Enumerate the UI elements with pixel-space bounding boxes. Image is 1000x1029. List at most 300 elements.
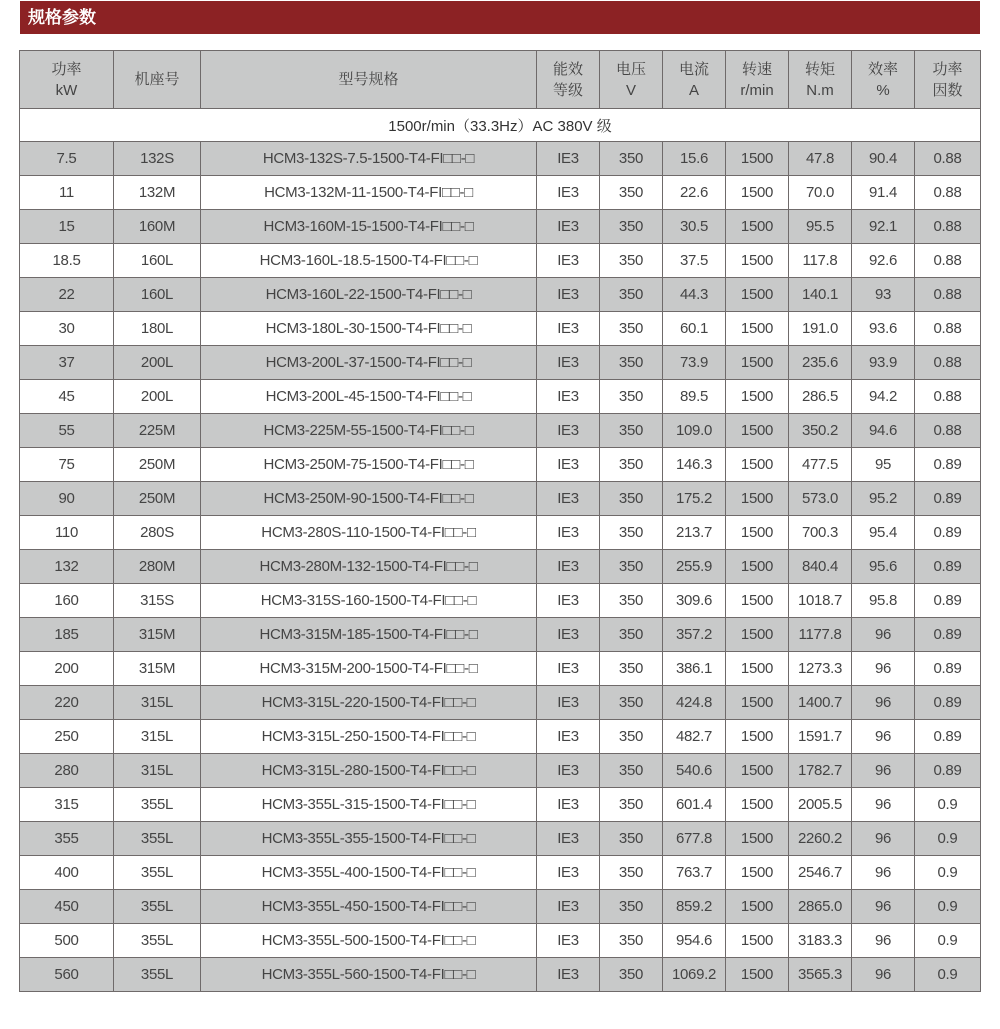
cell-model-spec: HCM3-355L-450-1500-T4-FI□□-□ <box>201 890 537 924</box>
cell-efficiency: 95 <box>852 448 915 482</box>
cell-frame-no: 315M <box>114 618 201 652</box>
cell-current: 357.2 <box>663 618 726 652</box>
cell-speed: 1500 <box>726 414 789 448</box>
table-row <box>20 550 981 584</box>
header-line1: 机座号 <box>134 71 180 88</box>
header-line1: 功率 <box>51 60 82 78</box>
cell-model-spec: HCM3-315M-200-1500-T4-FI□□-□ <box>201 652 537 686</box>
cell-current: 30.5 <box>663 210 726 244</box>
cell-current: 309.6 <box>663 584 726 618</box>
cell-efficiency-class: IE3 <box>537 822 600 856</box>
cell-model-spec: HCM3-355L-500-1500-T4-FI□□-□ <box>201 924 537 958</box>
cell-efficiency: 96 <box>852 652 915 686</box>
cell-power-factor: 0.88 <box>915 176 981 210</box>
cell-power-kw: 315 <box>20 788 114 822</box>
section-title: 规格参数 <box>28 8 96 27</box>
cell-model-spec: HCM3-355L-315-1500-T4-FI□□-□ <box>201 788 537 822</box>
cell-efficiency-class: IE3 <box>537 788 600 822</box>
cell-power-kw: 75 <box>20 448 114 482</box>
cell-efficiency-class: IE3 <box>537 380 600 414</box>
cell-current: 22.6 <box>663 176 726 210</box>
cell-current: 146.3 <box>663 448 726 482</box>
cell-power-factor: 0.88 <box>915 380 981 414</box>
cell-current: 601.4 <box>663 788 726 822</box>
cell-speed: 1500 <box>726 652 789 686</box>
table-row <box>20 210 981 244</box>
cell-torque: 1018.7 <box>789 584 852 618</box>
cell-voltage: 350 <box>600 788 663 822</box>
cell-power-kw: 11 <box>20 176 114 210</box>
cell-torque: 117.8 <box>789 244 852 278</box>
table-row <box>20 856 981 890</box>
cell-efficiency: 96 <box>852 788 915 822</box>
cell-efficiency: 96 <box>852 686 915 720</box>
cell-voltage: 350 <box>600 822 663 856</box>
cell-efficiency-class: IE3 <box>537 448 600 482</box>
table-row <box>20 754 981 788</box>
cell-voltage: 350 <box>600 754 663 788</box>
cell-frame-no: 355L <box>114 958 201 992</box>
cell-efficiency: 96 <box>852 958 915 992</box>
cell-efficiency: 96 <box>852 822 915 856</box>
cell-torque: 573.0 <box>789 482 852 516</box>
header-line2: V <box>625 81 636 99</box>
header-line2: % <box>876 81 890 99</box>
cell-power-kw: 7.5 <box>20 142 114 176</box>
cell-frame-no: 250M <box>114 482 201 516</box>
table-row <box>20 958 981 992</box>
cell-torque: 95.5 <box>789 210 852 244</box>
cell-speed: 1500 <box>726 346 789 380</box>
cell-power-kw: 110 <box>20 516 114 550</box>
section-label: 1500r/min（33.3Hz）AC 380V 级 <box>20 109 981 142</box>
spec-table <box>19 50 981 992</box>
cell-torque: 235.6 <box>789 346 852 380</box>
header-power-kw <box>20 51 114 109</box>
table-row <box>20 652 981 686</box>
cell-efficiency-class: IE3 <box>537 176 600 210</box>
cell-torque: 2005.5 <box>789 788 852 822</box>
cell-speed: 1500 <box>726 312 789 346</box>
cell-efficiency-class: IE3 <box>537 958 600 992</box>
cell-model-spec: HCM3-280S-110-1500-T4-FI□□-□ <box>201 516 537 550</box>
cell-voltage: 350 <box>600 856 663 890</box>
table-row <box>20 278 981 312</box>
cell-efficiency-class: IE3 <box>537 550 600 584</box>
cell-voltage: 350 <box>600 346 663 380</box>
cell-frame-no: 280S <box>114 516 201 550</box>
cell-current: 73.9 <box>663 346 726 380</box>
cell-power-kw: 30 <box>20 312 114 346</box>
cell-efficiency: 95.4 <box>852 516 915 550</box>
cell-efficiency: 96 <box>852 754 915 788</box>
cell-frame-no: 160L <box>114 244 201 278</box>
cell-torque: 3565.3 <box>789 958 852 992</box>
cell-power-kw: 250 <box>20 720 114 754</box>
cell-speed: 1500 <box>726 176 789 210</box>
cell-model-spec: HCM3-160L-22-1500-T4-FI□□-□ <box>201 278 537 312</box>
cell-power-factor: 0.88 <box>915 346 981 380</box>
cell-power-kw: 450 <box>20 890 114 924</box>
cell-efficiency: 96 <box>852 856 915 890</box>
cell-power-kw: 22 <box>20 278 114 312</box>
cell-efficiency: 95.2 <box>852 482 915 516</box>
cell-speed: 1500 <box>726 482 789 516</box>
cell-frame-no: 200L <box>114 346 201 380</box>
cell-voltage: 350 <box>600 448 663 482</box>
cell-power-factor: 0.89 <box>915 550 981 584</box>
cell-speed: 1500 <box>726 380 789 414</box>
cell-torque: 191.0 <box>789 312 852 346</box>
cell-power-kw: 37 <box>20 346 114 380</box>
cell-current: 859.2 <box>663 890 726 924</box>
cell-current: 954.6 <box>663 924 726 958</box>
cell-speed: 1500 <box>726 584 789 618</box>
cell-voltage: 350 <box>600 550 663 584</box>
cell-efficiency: 95.8 <box>852 584 915 618</box>
cell-efficiency-class: IE3 <box>537 754 600 788</box>
cell-torque: 70.0 <box>789 176 852 210</box>
cell-power-factor: 0.9 <box>915 822 981 856</box>
cell-current: 44.3 <box>663 278 726 312</box>
cell-torque: 2865.0 <box>789 890 852 924</box>
cell-model-spec: HCM3-315L-280-1500-T4-FI□□-□ <box>201 754 537 788</box>
section-title-bar <box>20 1 980 34</box>
cell-frame-no: 355L <box>114 924 201 958</box>
cell-frame-no: 355L <box>114 822 201 856</box>
cell-model-spec: HCM3-132S-7.5-1500-T4-FI□□-□ <box>201 142 537 176</box>
cell-speed: 1500 <box>726 924 789 958</box>
cell-power-factor: 0.89 <box>915 516 981 550</box>
cell-efficiency-class: IE3 <box>537 312 600 346</box>
table-row <box>20 584 981 618</box>
cell-frame-no: 315L <box>114 754 201 788</box>
cell-current: 255.9 <box>663 550 726 584</box>
table-row <box>20 788 981 822</box>
table-row <box>20 448 981 482</box>
section-row <box>20 109 981 142</box>
table-row <box>20 686 981 720</box>
cell-torque: 1177.8 <box>789 618 852 652</box>
cell-power-factor: 0.89 <box>915 584 981 618</box>
header-line1: 电压 <box>615 60 646 78</box>
cell-efficiency: 96 <box>852 618 915 652</box>
cell-power-kw: 220 <box>20 686 114 720</box>
cell-efficiency: 93.6 <box>852 312 915 346</box>
cell-torque: 1782.7 <box>789 754 852 788</box>
header-line2: 等级 <box>552 81 583 99</box>
table-row <box>20 482 981 516</box>
cell-power-factor: 0.9 <box>915 788 981 822</box>
cell-power-kw: 132 <box>20 550 114 584</box>
cell-frame-no: 315M <box>114 652 201 686</box>
cell-speed: 1500 <box>726 550 789 584</box>
cell-model-spec: HCM3-355L-560-1500-T4-FI□□-□ <box>201 958 537 992</box>
cell-torque: 47.8 <box>789 142 852 176</box>
cell-speed: 1500 <box>726 618 789 652</box>
cell-power-factor: 0.9 <box>915 958 981 992</box>
table-row <box>20 142 981 176</box>
cell-power-factor: 0.89 <box>915 754 981 788</box>
cell-voltage: 350 <box>600 244 663 278</box>
cell-voltage: 350 <box>600 414 663 448</box>
header-power-factor <box>915 51 981 109</box>
table-row <box>20 890 981 924</box>
cell-torque: 1400.7 <box>789 686 852 720</box>
header-row <box>20 51 981 109</box>
cell-model-spec: HCM3-315L-220-1500-T4-FI□□-□ <box>201 686 537 720</box>
header-line2: N.m <box>806 81 834 99</box>
cell-voltage: 350 <box>600 652 663 686</box>
cell-torque: 286.5 <box>789 380 852 414</box>
cell-frame-no: 315L <box>114 686 201 720</box>
cell-torque: 477.5 <box>789 448 852 482</box>
header-current <box>663 51 726 109</box>
table-row <box>20 822 981 856</box>
cell-frame-no: 180L <box>114 312 201 346</box>
cell-efficiency-class: IE3 <box>537 482 600 516</box>
cell-voltage: 350 <box>600 686 663 720</box>
cell-current: 37.5 <box>663 244 726 278</box>
cell-frame-no: 280M <box>114 550 201 584</box>
cell-power-kw: 355 <box>20 822 114 856</box>
table-row <box>20 380 981 414</box>
table-row <box>20 924 981 958</box>
cell-current: 1069.2 <box>663 958 726 992</box>
header-line2: kW <box>55 81 78 99</box>
cell-power-kw: 18.5 <box>20 244 114 278</box>
cell-efficiency-class: IE3 <box>537 856 600 890</box>
cell-current: 482.7 <box>663 720 726 754</box>
cell-model-spec: HCM3-180L-30-1500-T4-FI□□-□ <box>201 312 537 346</box>
cell-power-factor: 0.89 <box>915 482 981 516</box>
cell-frame-no: 132S <box>114 142 201 176</box>
cell-torque: 1273.3 <box>789 652 852 686</box>
cell-torque: 840.4 <box>789 550 852 584</box>
cell-frame-no: 355L <box>114 856 201 890</box>
cell-torque: 2260.2 <box>789 822 852 856</box>
cell-speed: 1500 <box>726 278 789 312</box>
cell-model-spec: HCM3-315M-185-1500-T4-FI□□-□ <box>201 618 537 652</box>
cell-torque: 3183.3 <box>789 924 852 958</box>
cell-power-factor: 0.89 <box>915 448 981 482</box>
cell-speed: 1500 <box>726 244 789 278</box>
cell-frame-no: 132M <box>114 176 201 210</box>
cell-frame-no: 160M <box>114 210 201 244</box>
cell-efficiency: 94.6 <box>852 414 915 448</box>
cell-frame-no: 355L <box>114 788 201 822</box>
cell-model-spec: HCM3-160L-18.5-1500-T4-FI□□-□ <box>201 244 537 278</box>
header-line1: 功率 <box>932 60 963 78</box>
cell-model-spec: HCM3-132M-11-1500-T4-FI□□-□ <box>201 176 537 210</box>
cell-efficiency-class: IE3 <box>537 584 600 618</box>
cell-speed: 1500 <box>726 856 789 890</box>
cell-efficiency-class: IE3 <box>537 890 600 924</box>
cell-power-kw: 400 <box>20 856 114 890</box>
header-line1: 转矩 <box>804 60 835 78</box>
cell-model-spec: HCM3-160M-15-1500-T4-FI□□-□ <box>201 210 537 244</box>
table-row <box>20 346 981 380</box>
cell-power-kw: 45 <box>20 380 114 414</box>
header-line1: 效率 <box>867 60 898 78</box>
cell-power-kw: 15 <box>20 210 114 244</box>
cell-speed: 1500 <box>726 448 789 482</box>
cell-voltage: 350 <box>600 312 663 346</box>
cell-model-spec: HCM3-250M-75-1500-T4-FI□□-□ <box>201 448 537 482</box>
cell-speed: 1500 <box>726 210 789 244</box>
header-frame-no <box>114 51 201 109</box>
cell-model-spec: HCM3-200L-45-1500-T4-FI□□-□ <box>201 380 537 414</box>
cell-efficiency: 92.1 <box>852 210 915 244</box>
cell-frame-no: 225M <box>114 414 201 448</box>
cell-voltage: 350 <box>600 958 663 992</box>
cell-current: 540.6 <box>663 754 726 788</box>
cell-efficiency-class: IE3 <box>537 244 600 278</box>
cell-efficiency: 96 <box>852 924 915 958</box>
header-voltage <box>600 51 663 109</box>
cell-efficiency-class: IE3 <box>537 516 600 550</box>
cell-efficiency: 91.4 <box>852 176 915 210</box>
cell-power-kw: 200 <box>20 652 114 686</box>
header-line2: 因数 <box>932 81 963 99</box>
header-efficiency-class <box>537 51 600 109</box>
cell-voltage: 350 <box>600 482 663 516</box>
header-line2: r/min <box>740 81 774 99</box>
cell-voltage: 350 <box>600 380 663 414</box>
table-row <box>20 312 981 346</box>
cell-current: 89.5 <box>663 380 726 414</box>
cell-model-spec: HCM3-355L-400-1500-T4-FI□□-□ <box>201 856 537 890</box>
cell-speed: 1500 <box>726 754 789 788</box>
cell-model-spec: HCM3-280M-132-1500-T4-FI□□-□ <box>201 550 537 584</box>
cell-voltage: 350 <box>600 584 663 618</box>
cell-efficiency: 90.4 <box>852 142 915 176</box>
cell-current: 677.8 <box>663 822 726 856</box>
cell-current: 386.1 <box>663 652 726 686</box>
cell-efficiency-class: IE3 <box>537 346 600 380</box>
cell-current: 15.6 <box>663 142 726 176</box>
cell-power-factor: 0.89 <box>915 720 981 754</box>
header-model-spec <box>201 51 537 109</box>
cell-power-kw: 160 <box>20 584 114 618</box>
header-efficiency <box>852 51 915 109</box>
cell-voltage: 350 <box>600 516 663 550</box>
cell-power-factor: 0.88 <box>915 312 981 346</box>
cell-current: 763.7 <box>663 856 726 890</box>
cell-voltage: 350 <box>600 890 663 924</box>
cell-speed: 1500 <box>726 142 789 176</box>
cell-efficiency-class: IE3 <box>537 720 600 754</box>
cell-power-factor: 0.9 <box>915 924 981 958</box>
cell-efficiency: 93 <box>852 278 915 312</box>
cell-efficiency: 96 <box>852 890 915 924</box>
cell-power-factor: 0.88 <box>915 210 981 244</box>
header-line2: A <box>688 81 699 99</box>
cell-efficiency-class: IE3 <box>537 686 600 720</box>
cell-efficiency-class: IE3 <box>537 414 600 448</box>
table-row <box>20 244 981 278</box>
cell-efficiency: 94.2 <box>852 380 915 414</box>
cell-power-factor: 0.9 <box>915 856 981 890</box>
header-speed <box>726 51 789 109</box>
table-row <box>20 176 981 210</box>
cell-speed: 1500 <box>726 890 789 924</box>
cell-voltage: 350 <box>600 210 663 244</box>
cell-current: 213.7 <box>663 516 726 550</box>
cell-efficiency: 92.6 <box>852 244 915 278</box>
cell-torque: 350.2 <box>789 414 852 448</box>
header-line1: 转速 <box>741 60 772 78</box>
cell-power-kw: 560 <box>20 958 114 992</box>
cell-power-factor: 0.89 <box>915 652 981 686</box>
cell-efficiency-class: IE3 <box>537 652 600 686</box>
cell-efficiency-class: IE3 <box>537 278 600 312</box>
cell-power-factor: 0.88 <box>915 278 981 312</box>
cell-speed: 1500 <box>726 958 789 992</box>
header-torque <box>789 51 852 109</box>
cell-efficiency: 96 <box>852 720 915 754</box>
cell-power-factor: 0.88 <box>915 244 981 278</box>
cell-power-factor: 0.89 <box>915 686 981 720</box>
cell-frame-no: 200L <box>114 380 201 414</box>
cell-current: 109.0 <box>663 414 726 448</box>
cell-model-spec: HCM3-315S-160-1500-T4-FI□□-□ <box>201 584 537 618</box>
cell-model-spec: HCM3-250M-90-1500-T4-FI□□-□ <box>201 482 537 516</box>
cell-speed: 1500 <box>726 788 789 822</box>
cell-torque: 140.1 <box>789 278 852 312</box>
cell-frame-no: 315L <box>114 720 201 754</box>
table-row <box>20 618 981 652</box>
cell-voltage: 350 <box>600 176 663 210</box>
cell-power-kw: 280 <box>20 754 114 788</box>
cell-power-factor: 0.89 <box>915 618 981 652</box>
cell-efficiency-class: IE3 <box>537 210 600 244</box>
cell-speed: 1500 <box>726 720 789 754</box>
cell-voltage: 350 <box>600 924 663 958</box>
header-line1: 型号规格 <box>338 71 399 88</box>
cell-model-spec: HCM3-225M-55-1500-T4-FI□□-□ <box>201 414 537 448</box>
cell-frame-no: 315S <box>114 584 201 618</box>
cell-voltage: 350 <box>600 142 663 176</box>
cell-frame-no: 160L <box>114 278 201 312</box>
cell-power-kw: 55 <box>20 414 114 448</box>
cell-torque: 700.3 <box>789 516 852 550</box>
cell-efficiency-class: IE3 <box>537 618 600 652</box>
cell-model-spec: HCM3-355L-355-1500-T4-FI□□-□ <box>201 822 537 856</box>
cell-current: 175.2 <box>663 482 726 516</box>
cell-current: 60.1 <box>663 312 726 346</box>
table-row <box>20 516 981 550</box>
header-line1: 电流 <box>678 60 709 78</box>
cell-frame-no: 250M <box>114 448 201 482</box>
cell-speed: 1500 <box>726 516 789 550</box>
cell-speed: 1500 <box>726 822 789 856</box>
cell-efficiency: 95.6 <box>852 550 915 584</box>
cell-voltage: 350 <box>600 720 663 754</box>
cell-power-kw: 90 <box>20 482 114 516</box>
cell-power-factor: 0.88 <box>915 142 981 176</box>
cell-torque: 1591.7 <box>789 720 852 754</box>
cell-current: 424.8 <box>663 686 726 720</box>
cell-efficiency-class: IE3 <box>537 142 600 176</box>
table-row <box>20 720 981 754</box>
cell-efficiency: 93.9 <box>852 346 915 380</box>
cell-speed: 1500 <box>726 686 789 720</box>
cell-power-kw: 185 <box>20 618 114 652</box>
cell-model-spec: HCM3-315L-250-1500-T4-FI□□-□ <box>201 720 537 754</box>
cell-voltage: 350 <box>600 278 663 312</box>
cell-model-spec: HCM3-200L-37-1500-T4-FI□□-□ <box>201 346 537 380</box>
